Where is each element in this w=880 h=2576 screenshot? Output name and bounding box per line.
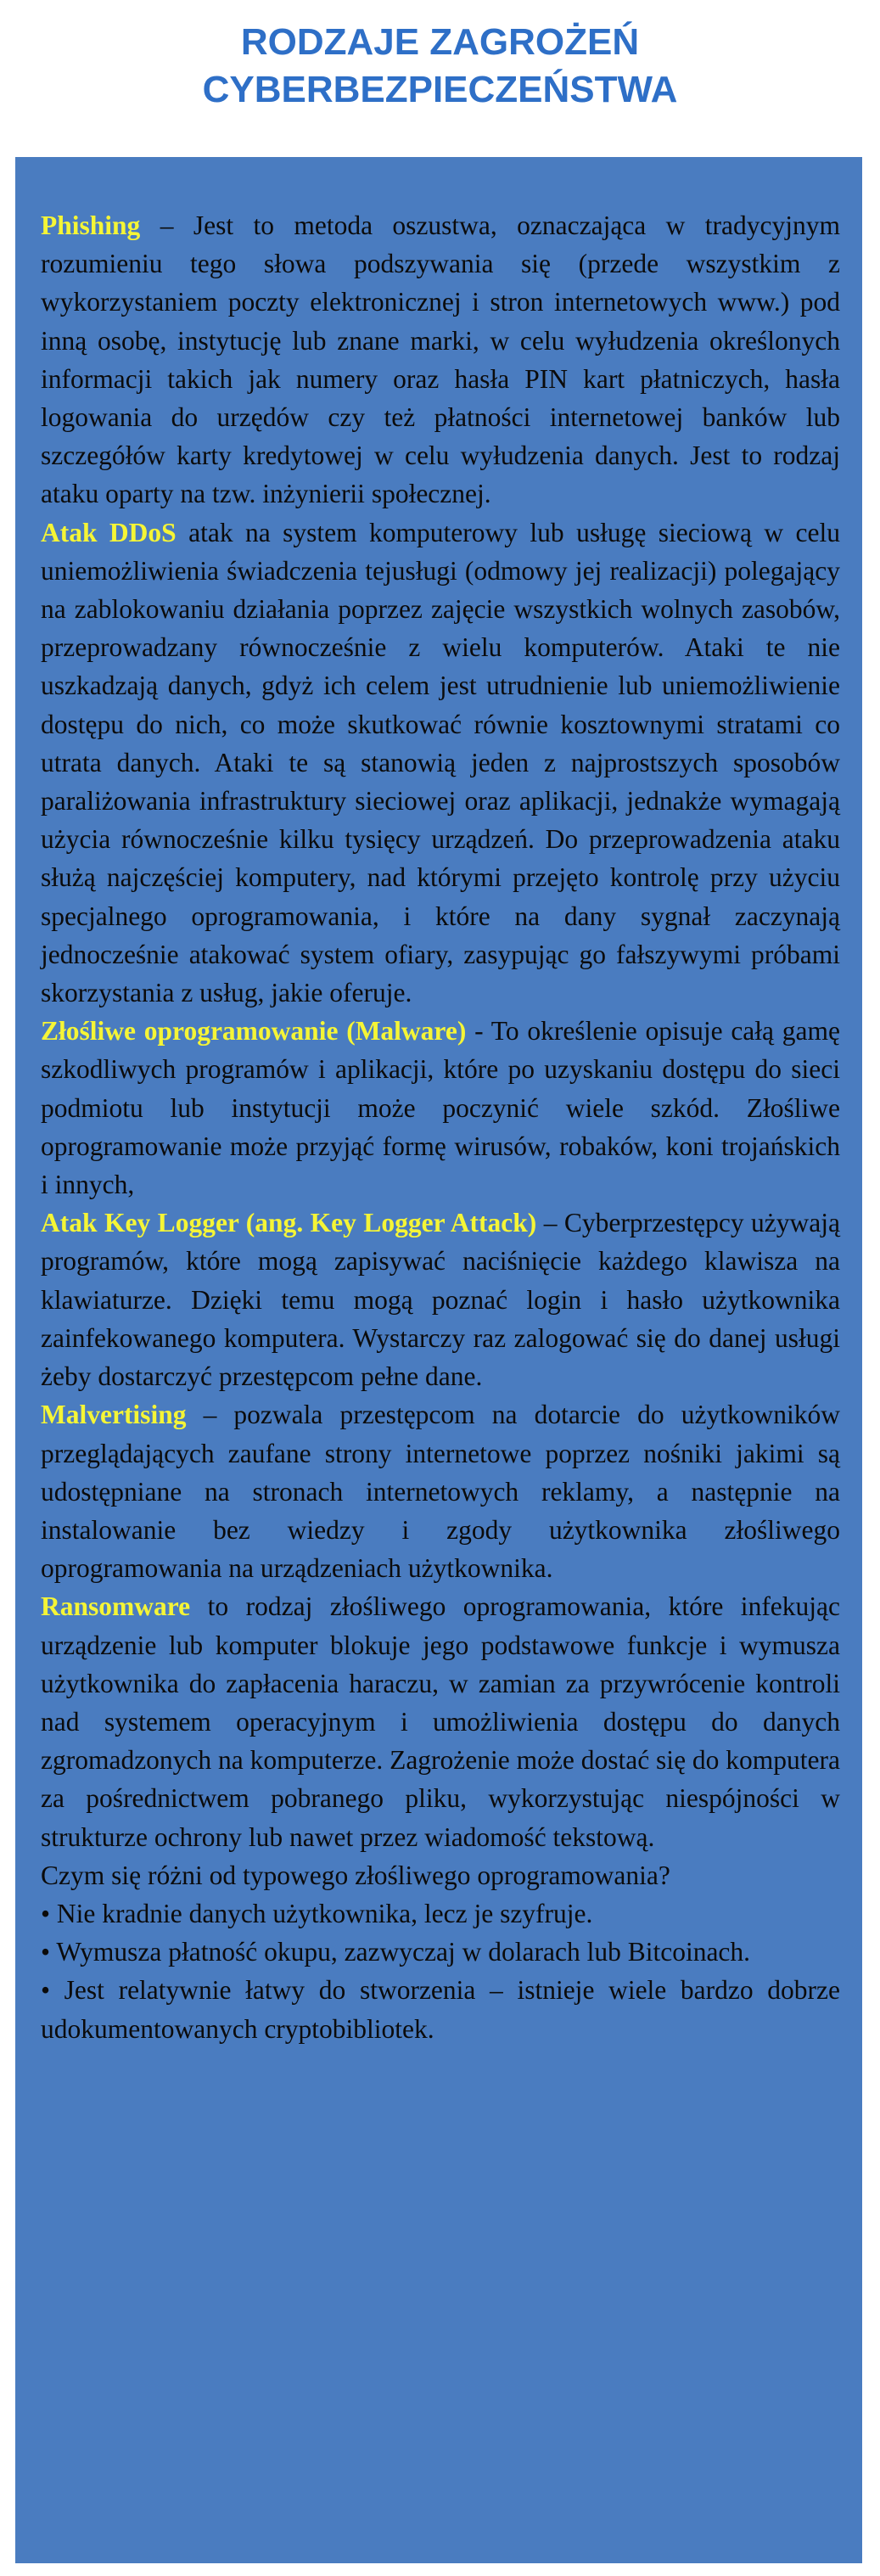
desc-ddos: atak na system komputerowy lub usługę sieciową w celu uniemożliwienia świadczenia tejusługi (odmowy jej realizacji) polegający na zablokowaniu działania poprzez zajęcie wszystkich wolnych zasobów, przeprowadzany równocześnie z wielu komputerów. Ataki te nie uszkadzają danych, gdyż ich celem jest utrudnienie lub uniemożliwienie dostępu do nich, co może skutkować równie kosztownymi stratami co utrata danych. Ataki te są stanowią jeden z najprostszych sposobów paraliżowania infrastruktury sieciowej oraz aplikacji, jednakże wymagają użycia równocześnie kilku tysięcy urządzeń. Do przeprowadzenia ataku służą najczęściej komputery, nad którymi przejęto kontrolę przy użyciu specjalnego oprogramowania, i które na dany sygnał zaczynają jednocześnie atakować system ofiary, zasypując go fałszywymi próbami skorzystania z usług, jakie oferuje. bbox=[41, 517, 840, 1008]
content-panel bbox=[15, 157, 862, 2563]
term-keylogger: Atak Key Logger (ang. Key Logger Attack) bbox=[41, 1208, 537, 1238]
page-title bbox=[0, 19, 880, 114]
desc-keylogger: – Cyberprzestępcy używają programów, które mogą zapisywać naciśnięcie każdego klawisza na klawiaturze. Dzięki temu mogą poznać login i hasło użytkownika zainfekowanego komputera. Wystarczy raz zalogować się do danej usługi żeby dostarczyć przestępcom pełne dane. bbox=[41, 1208, 840, 1392]
section-malvertising bbox=[41, 1395, 840, 1587]
desc-malvertising: – pozwala przestępcom na dotarcie do użytkowników przeglądających zaufane strony internetowe poprzez nośniki jakimi są udostępniane na stronach internetowych reklamy, a następnie na instalowanie bez wiedzy i zgody użytkownika złośliwego oprogramowania na urządzeniach użytkownika. bbox=[41, 1400, 840, 1584]
desc-malware: - To określenie opisuje całą gamę szkodliwych programów i aplikacji, które po uzyskaniu dostępu do sieci podmiotu lub instytucji może poczynić wiele szkód. Złośliwe oprogramowanie może przyjąć formę wirusów, robaków, koni trojańskich i innych, bbox=[41, 1016, 841, 1200]
ransomware-point: • Jest relatywnie łatwy do stworzenia – istnieje wiele bardzo dobrze udokumentowanych cryptobibliotek. bbox=[41, 1975, 840, 2044]
title-line-1: RODZAJE ZAGROŻEŃ bbox=[240, 21, 640, 63]
ransomware-point: • Nie kradnie danych użytkownika, lecz je szyfruje. bbox=[41, 1898, 593, 1928]
term-malvertising: Malvertising bbox=[41, 1400, 187, 1430]
section-ddos bbox=[41, 514, 840, 1013]
term-phishing: Phishing bbox=[41, 210, 141, 240]
term-ransomware: Ransomware bbox=[41, 1591, 191, 1622]
term-malware: Złośliwe oprogramowanie (Malware) bbox=[41, 1016, 467, 1047]
desc-ransomware: to rodzaj złośliwego oprogramowania, które infekując urządzenie lub komputer blokuje jego podstawowe funkcje i wymusza użytkownika do zapłacenia haraczu, w zamian za przywrócenie kontroli nad systemem operacyjnym i umożliwienia dostępu do danych zgromadzonych na komputerze. Zagrożenie może dostać się do komputera za pośrednictwem pobranego pliku, wykorzystując niespójności w strukturze ochrony lub nawet przez wiadomość tekstową. bbox=[41, 1591, 841, 1852]
section-phishing bbox=[41, 206, 840, 514]
term-ddos: Atak DDoS bbox=[41, 517, 177, 547]
section-ransomware bbox=[41, 1587, 840, 1855]
section-malware bbox=[41, 1012, 840, 1204]
ransomware-point: • Wymusza płatność okupu, zazwyczaj w dolarach lub Bitcoinach. bbox=[41, 1937, 751, 1967]
desc-phishing: – Jest to metoda oszustwa, oznaczająca w tradycyjnym rozumieniu tego słowa podszywania się (przede wszystkim z wykorzystaniem poczty elektronicznej i stron internetowych www.) pod inną osobę, instytucję lub znane marki, w celu wyłudzenia określonych informacji takich jak numery oraz hasła PIN kart płatniczych, hasła logowania do urzędów czy też płatności internetowej banków lub szczegółów karty kredytowej w celu wyłudzenia danych. Jest to rodzaj ataku oparty na tzw. inżynierii społecznej. bbox=[41, 210, 840, 509]
section-keylogger bbox=[41, 1204, 840, 1395]
ransomware-question: Czym się różni od typowego złośliwego oprogramowania? bbox=[41, 1860, 670, 1890]
title-line-2: CYBERBEZPIECZEŃSTWA bbox=[202, 69, 678, 110]
